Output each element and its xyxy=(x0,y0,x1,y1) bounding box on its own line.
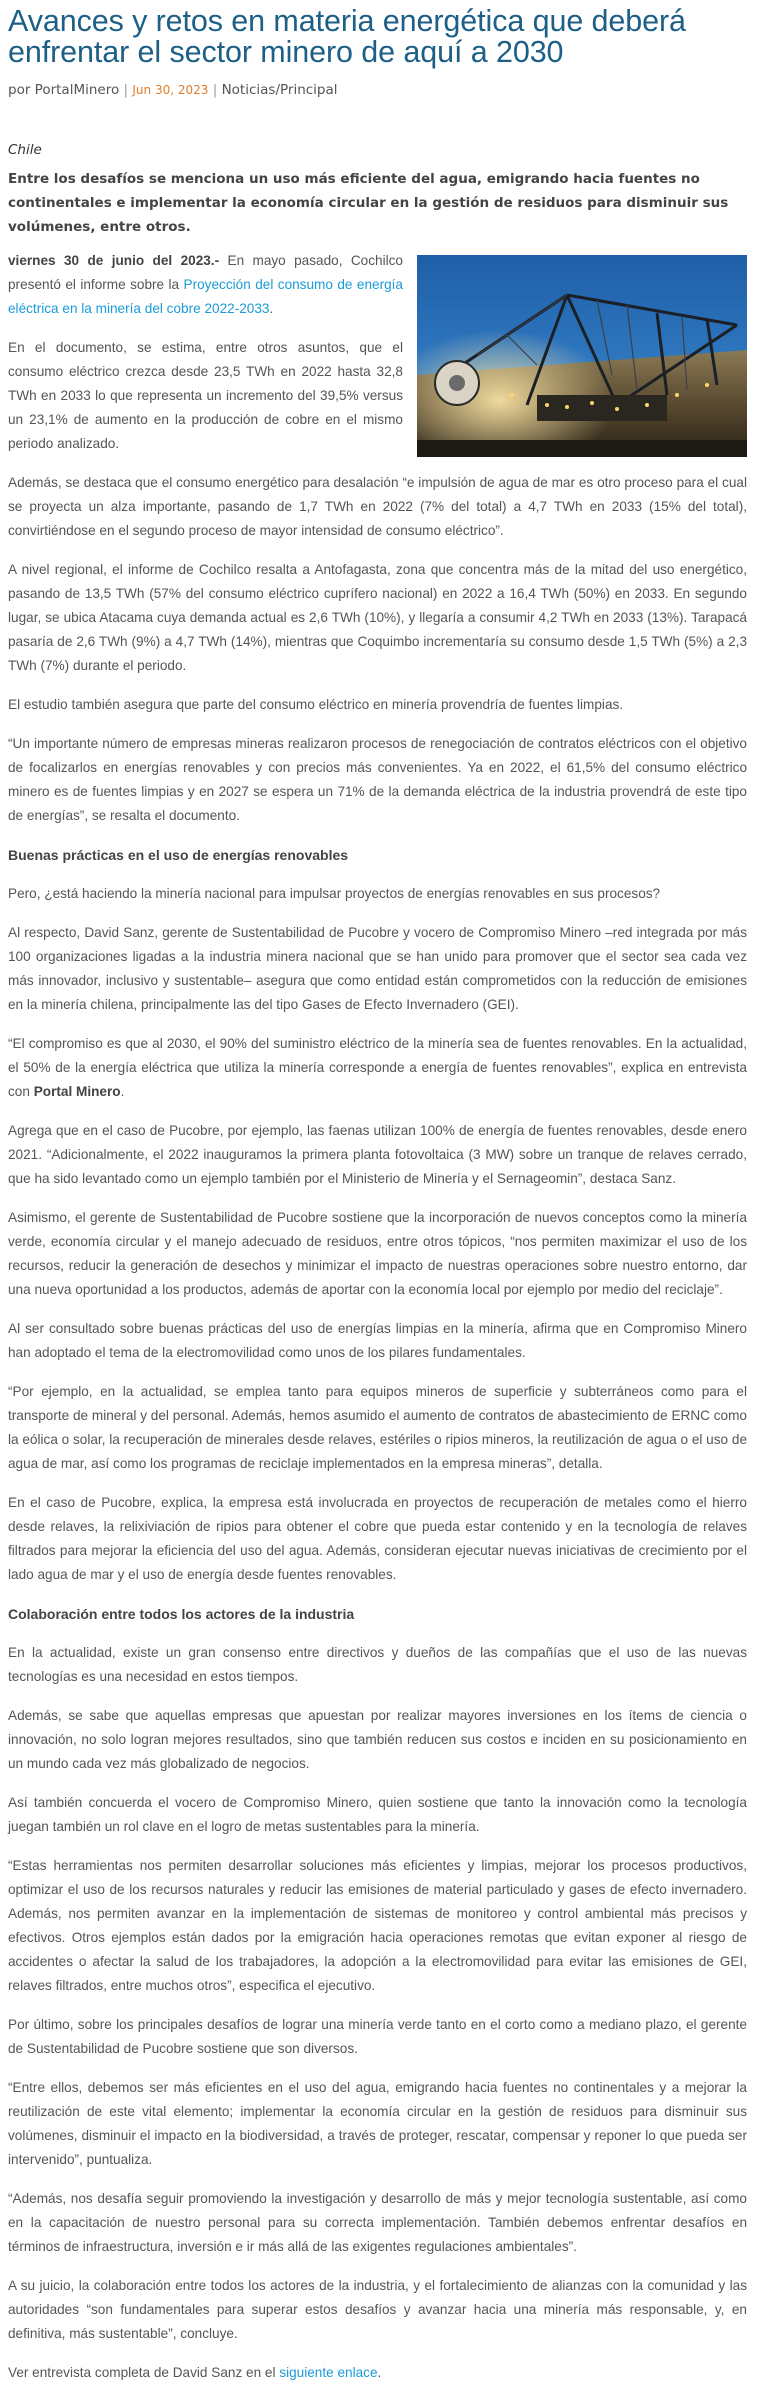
paragraph: Además, se destaca que el consumo energético para desalación “e impulsión de agua de mar es otro proceso para el cual se proyecta un alza importante, pasando de 1,7 TWh en 2022 (7% del total) a 4,7 TWh en 2033 (15% del total), convirtiéndose en el segundo proceso de mayor intensidad de consumo eléctrico”. xyxy=(8,475,747,538)
mining-excavator-night-photo-icon xyxy=(417,255,747,457)
paragraph: A su juicio, la colaboración entre todos los actores de la industria, y el fortalecimiento de alianzas con la comunidad y las autoridades “son fundamentales para superar estos desafíos y avanzar hacia una minería más responsable, y, en definitiva, más sustentable”, concluye. xyxy=(8,2278,747,2341)
mining-excavator-photo xyxy=(417,255,747,457)
paragraph: Asimismo, el gerente de Sustentabilidad de Pucobre sostiene que la incorporación de nuevos conceptos como la minería verde, economía circular y el manejo adecuado de residuos, entre otros tópicos, “nos permiten maximizar el uso de los recursos, reducir la generación de desechos y minimizar el impacto de nuestras operaciones sobre nuestro entorno, dar una nueva oportunidad a los productos, además de aportar con la economía local por ejemplo por medio del reciclaje”. xyxy=(8,1210,747,1297)
category-link[interactable]: Noticias/Principal xyxy=(221,82,338,98)
author-prefix: por xyxy=(8,82,35,98)
paragraph: Al respecto, David Sanz, gerente de Sustentabilidad de Pucobre y vocero de Compromiso Minero –red integrada por más 100 organizaciones ligadas a la industria minera nacional que se han unido para promover que el sector sea cada vez más innovador, inclusivo y sustentable– asegura que como entidad están comprometidos con la reducción de emisiones en la minería chilena, principalmente las del tipo Gases de Efecto Invernadero (GEI). xyxy=(8,925,747,1012)
paragraph xyxy=(8,2361,747,2385)
paragraph: “Por ejemplo, en la actualidad, se emplea tanto para equipos mineros de superficie y subterráneos como para el transporte de mineral y del personal. Además, hemos asumido el aumento de contratos de abastecimiento de ERNC como la eólica o solar, la recuperación de minerales desde relaves, estériles o ripios mineros, la reutilización de agua o el uso de agua de mar, así como los programas de reciclaje implementados en la empresa mineras”, detalla. xyxy=(8,1384,748,1471)
paragraph: En el documento, se estima, entre otros asuntos, que el consumo eléctrico crezca desde 23,5 TWh en 2022 hasta 32,8 TWh en 2033 lo que representa un incremento del 39,5% versus un 23,1% de aumento en la producción de cobre en el mismo periodo analizado. xyxy=(8,340,403,451)
paragraph: Además, se sabe que aquellas empresas que apuestan por realizar mayores inversiones en los ítems de ciencia o innovación, no solo logran mejores resultados, sino que también reducen sus costos e inciden en su posicionamiento en un mundo cada vez más globalizado de negocios. xyxy=(8,1708,747,1771)
paragraph: El estudio también asegura que parte del consumo eléctrico en minería provendría de fuentes limpias. xyxy=(8,697,624,712)
report-link[interactable]: Proyección del consumo de energía eléctrica en la minería del cobre 2022-2033 xyxy=(8,277,403,316)
paragraph: Por último, sobre los principales desafíos de lograr una minería verde tanto en el corto como a mediano plazo, el gerente de Sustentabilidad de Pucobre sostiene que son diversos. xyxy=(8,2017,747,2056)
paragraph xyxy=(8,1032,747,1104)
meta-separator: | xyxy=(212,82,218,98)
article-location: Chile xyxy=(8,142,42,158)
paragraph: “Además, nos desafía seguir promoviendo la investigación y desarrollo de más y mejor tecnología sustentable, así como en la capacitación de nuestro personal para su correcta implementación. También debemos enfrentar desafíos en términos de infraestructura, inversión e ir más allá de las exigentes regulaciones ambientales”. xyxy=(8,2191,747,2254)
article-body xyxy=(8,249,747,2385)
paragraph: Así también concuerda el vocero de Compromiso Minero, quien sostiene que tanto la innovación como la tecnología juegan también un rol clave en el logro de metas sustentables para la minería. xyxy=(8,1795,747,1834)
paragraph-text: “El compromiso es que al 2030, el 90% del suministro eléctrico de la minería sea de fuentes renovables. En la actualidad, el 50% de la energía eléctrica que utiliza la minería corresponde a energía de fuentes renovables”, explica en entrevista con xyxy=(8,1036,747,1099)
article-date: Jun 30, 2023 xyxy=(132,83,209,97)
meta-separator: | xyxy=(123,82,129,98)
paragraph-date: viernes 30 de junio del 2023.- xyxy=(8,253,220,268)
paragraph-text: En mayo pasado, Cochilco presentó el informe sobre la xyxy=(8,253,403,292)
paragraph-bold: Portal Minero xyxy=(33,1084,121,1099)
section-heading: Colaboración entre todos los actores de la industria xyxy=(8,1606,355,1622)
paragraph: “Entre ellos, debemos ser más eficientes en el uso del agua, emigrando hacia fuentes no continentales y a mejorar la reutilización de este vital elemento; implementar la economía circular en la gestión de residuos para disminuir sus volúmenes, disminuir el impacto en la biodiversidad, a través de proteger, rescatar, compensar y reponer lo que pueda ser intervenido”, puntualiza. xyxy=(8,2080,747,2167)
paragraph-text: Ver entrevista completa de David Sanz en el xyxy=(8,2365,280,2380)
article-meta xyxy=(8,82,747,98)
article-lead: Entre los desafíos se menciona un uso más eficiente del agua, emigrando hacia fuentes no continentales e implementar la economía circular en la gestión de residuos para disminuir sus volúmenes, entre otros. xyxy=(8,171,729,235)
article-title: Avances y retos en materia energética que deberá enfrentar el sector minero de aquí a 2030 xyxy=(8,4,686,69)
author-link[interactable]: PortalMinero xyxy=(34,82,120,98)
article xyxy=(0,6,755,2385)
paragraph: A nivel regional, el informe de Cochilco resalta a Antofagasta, zona que concentra más de la mitad del uso energético, pasando de 13,5 TWh (57% del consumo eléctrico cuprífero nacional) en 2022 a 16,4 TWh (50%) en 2033. En segundo lugar, se ubica Atacama cuya demanda actual es 2,6 TWh (10%), y llegaría a consumir 4,2 TWh en 2033 (13%). Tarapacá pasaría de 2,6 TWh (9%) a 4,7 TWh (14%), mientras que Coquimbo incrementaría su consumo desde 1,5 TWh (5%) a 2,3 TWh (7%) durante el periodo. xyxy=(8,562,747,673)
interview-link[interactable]: siguiente enlace xyxy=(279,2365,378,2380)
paragraph: En el caso de Pucobre, explica, la empresa está involucrada en proyectos de recuperación de metales como el hierro desde relaves, la relixiviación de ripios para obtener el cobre que pueda estar contenido y en la tecnología de relaves filtrados para mejorar la eficiencia del uso del agua. Además, consideran ejecutar nuevas iniciativas de crecimiento por el lado agua de mar y el uso de energía desde fuentes renovables. xyxy=(8,1495,747,1582)
paragraph: “Un importante número de empresas mineras realizaron procesos de renegociación de contratos eléctricos con el objetivo de focalizarlos en energías renovables y con precios más convenientes. Ya en 2022, el 61,5% del consumo eléctrico minero es de fuentes limpias y en 2027 se espera un 71% de la demanda eléctrica de la industria provendrá de este tipo de energías”, se resalta el documento. xyxy=(8,736,747,823)
paragraph: “Estas herramientas nos permiten desarrollar soluciones más eficientes y limpias, mejorar los procesos productivos, optimizar el uso de los recursos naturales y reducir las emisiones de material particulado y gases de efecto invernadero. Además, nos permiten avanzar en la implementación de sistemas de monitoreo y control ambiental más precisos y efectivos. Otros ejemplos están dados por la emigración hacia operaciones remotas que evitan exponer al riesgo de accidentes o afectar la salud de los trabajadores, la adopción a la electromovilidad para evitar las emisiones de GEI, relaves filtrados, entre muchos otros”, especifica el ejecutivo. xyxy=(8,1858,747,1993)
section-heading: Buenas prácticas en el uso de energías renovables xyxy=(8,847,349,863)
paragraph: Al ser consultado sobre buenas prácticas del uso de energías limpias en la minería, afirma que en Compromiso Minero han adoptado el tema de la electromovilidad como unos de los pilares fundamentales. xyxy=(8,1321,747,1360)
paragraph: Pero, ¿está haciendo la minería nacional para impulsar proyectos de energías renovables en sus procesos? xyxy=(8,886,661,901)
paragraph-text: . xyxy=(377,2365,382,2380)
paragraph-text: . xyxy=(120,1084,125,1099)
paragraph: Agrega que en el caso de Pucobre, por ejemplo, las faenas utilizan 100% de energía de fuentes renovables, desde enero 2021. “Adicionalmente, el 2022 inauguramos la primera planta fotovoltaica (3 MW) sobre un tranque de relaves cerrado, que ha sido levantado como un ejemplo también por el Ministerio de Minería y el Sernageomin”, destaca Sanz. xyxy=(8,1123,747,1186)
paragraph: En la actualidad, existe un gran consenso entre directivos y dueños de las compañías que el uso de las nuevas tecnologías es una necesidad en estos tiempos. xyxy=(8,1645,747,1684)
paragraph-text: . xyxy=(269,301,274,316)
